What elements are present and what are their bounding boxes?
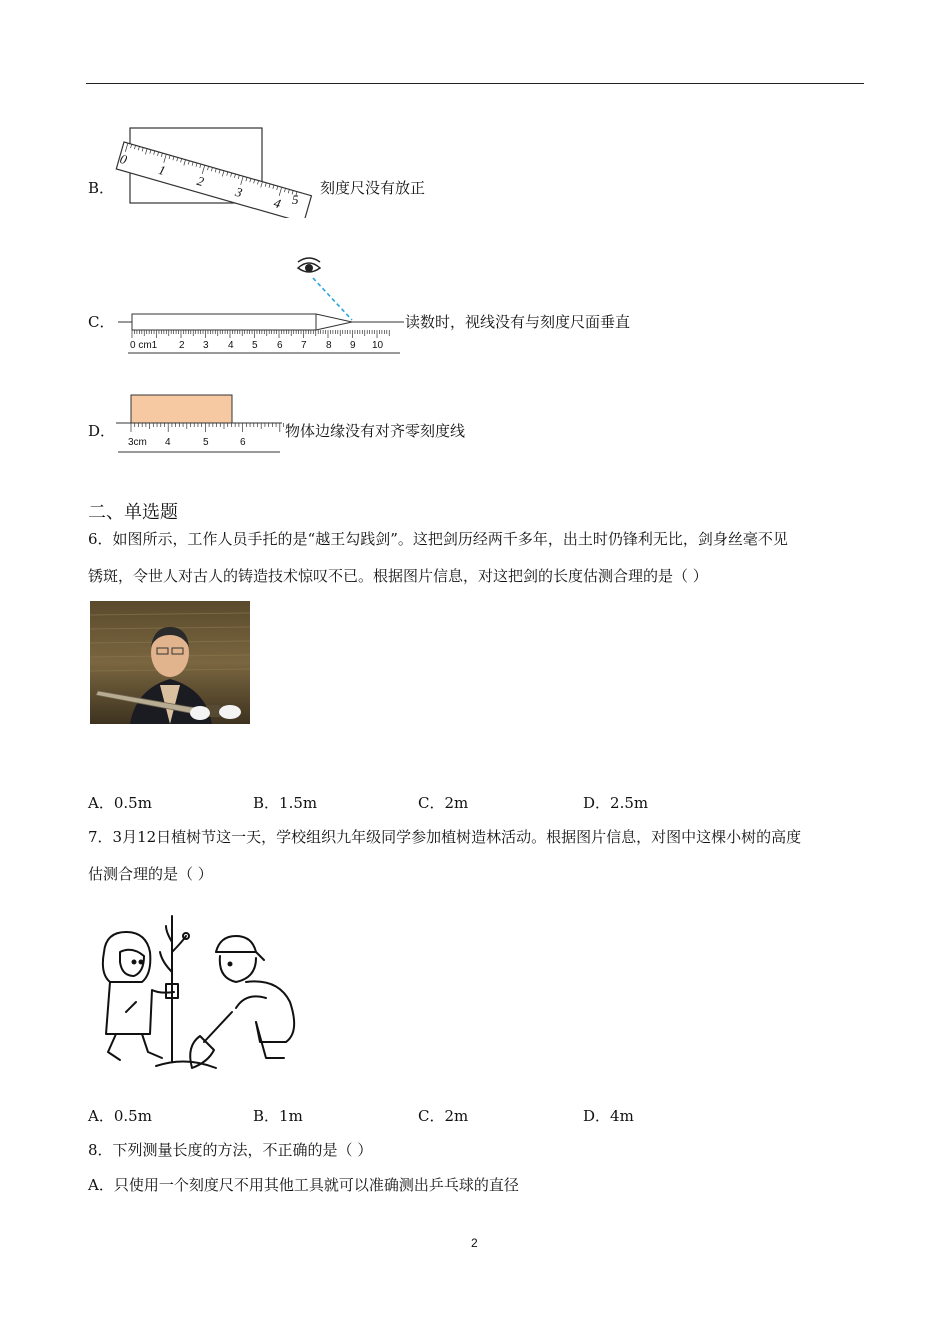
ruler-tick-label: 2 [195,172,206,190]
ruler-tick-label: 5 [292,192,299,207]
ruler-tick-label: 3 [233,184,245,201]
ruler-tick-label: 8 [326,340,332,351]
option-d-label: D． [88,422,116,440]
q6-stem-line2: 锈斑，令世人对古人的铸造技术惊叹不已。根据图片信息，对这把剑的长度估测合理的是（ ） [88,567,708,585]
q6-option-c: C．2m [418,794,469,812]
parallax-ruler-figure [118,256,404,360]
q7-option-d: D．4m [583,1107,634,1125]
option-b-caption: 刻度尺没有放正 [320,179,426,197]
ruler-tick-label: 7 [301,340,307,351]
ruler-tick-label: 5 [203,437,209,448]
ruler-tick-label: 3cm [128,437,147,448]
ruler-tick-label: 4 [228,340,234,351]
pencil-object [132,314,352,330]
girl-coat [106,982,174,1034]
q7-stem-line1: 7．3月12日植树节这一天，学校组织九年级同学参加植树造林活动。根据图片信息，对图中这棵小树的高度 [88,828,802,846]
header-rule [86,83,864,84]
ruler-tick-label: 4 [272,195,283,212]
eye-icon [298,258,320,272]
section-title: 二、单选题 [88,502,178,523]
measured-block [131,395,232,423]
ruler-tick-label: 6 [240,437,246,448]
option-b-label: B． [88,179,115,197]
q6-photo-sword [90,601,250,724]
ruler-tick-label: 9 [350,340,356,351]
q6-option-b: B．1.5m [253,794,318,812]
q6-option-a: A．0.5m [88,794,152,812]
sight-line [313,278,352,320]
misaligned-ruler-figure [116,392,284,456]
ruler-tick-label: 10 [372,340,384,351]
page-number: 2 [471,1236,478,1250]
ruler-tick-label: 6 [277,340,283,351]
q6-option-d: D．2.5m [583,794,649,812]
ruler-tick-label: 0 cm1 [130,340,158,351]
q8-option-a: A．只使用一个刻度尺不用其他工具就可以准确测出乒乓球的直径 [88,1176,519,1194]
boy-cap [216,936,256,952]
option-c-caption: 读数时，视线没有与刻度尺面垂直 [405,313,631,331]
q7-option-c: C．2m [418,1107,469,1125]
q7-stem-line2: 估测合理的是（ ） [88,865,213,883]
boy-body [246,981,294,1042]
ruler-tick-label: 5 [252,340,258,351]
q6-stem-line1: 6．如图所示，工作人员手托的是“越王勾践剑”。这把剑历经两千多年，出土时仍锋利无比，剑身丝毫不见 [88,530,788,548]
ruler-tick-label: 1 [156,161,168,179]
q7-option-a: A．0.5m [88,1107,152,1125]
tilted-ruler-figure [112,122,322,218]
ruler-tick-label: 2 [179,340,185,351]
ruler-tick-label: 4 [165,437,171,448]
option-c-label: C． [88,313,115,331]
option-d-caption: 物体边缘没有对齐零刻度线 [285,422,466,440]
q7-tree-planting-illustration [96,912,306,1082]
q8-stem: 8．下列测量长度的方法，不正确的是（ ） [88,1141,373,1159]
ruler-tick-label: 3 [203,340,209,351]
ruler-tick-label: 0 [118,150,129,168]
shovel-handle [204,1012,232,1042]
q7-option-b: B．1m [253,1107,303,1125]
